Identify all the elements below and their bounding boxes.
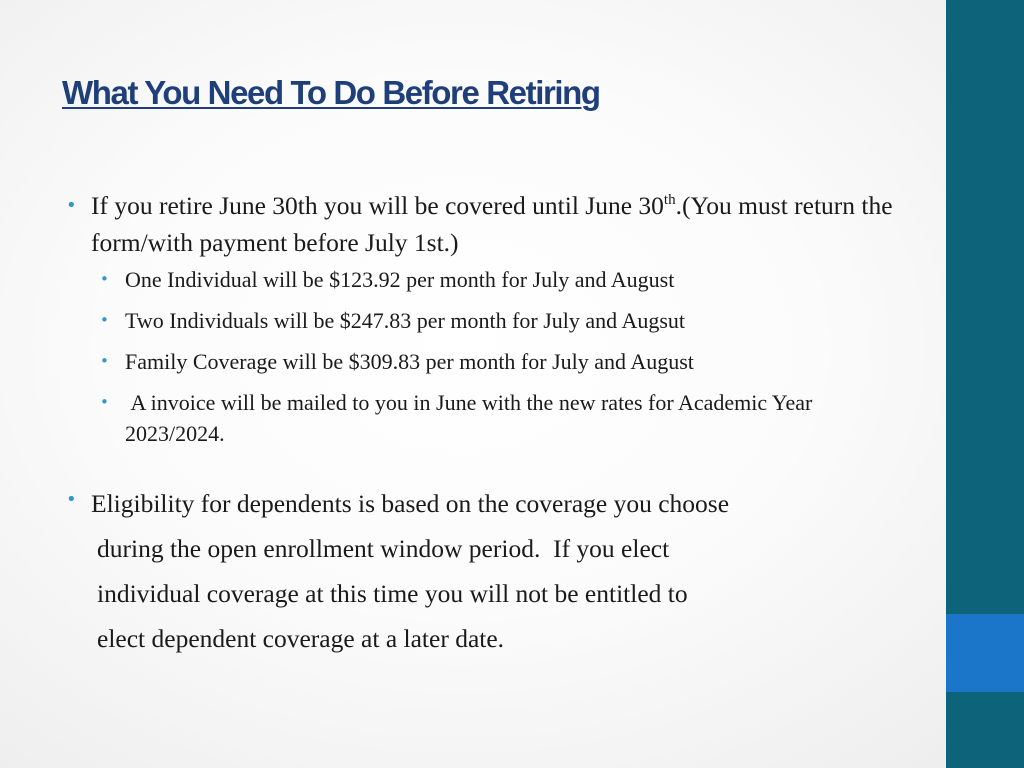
bullet-dot: •: [66, 489, 77, 510]
bullet-dot: •: [66, 195, 77, 216]
eligibility-line-4: elect dependent coverage at a later date.: [97, 624, 505, 653]
bullet-text-part2: .(You must return the form/with payment before July 1st.): [91, 191, 893, 257]
sub-bullet-text: Family Coverage will be $309.83 per month for July and August: [125, 349, 694, 374]
sub-bullet-dot: •: [100, 352, 109, 370]
sub-bullet-dot: •: [100, 270, 109, 288]
sub-bullet-dot: •: [100, 311, 109, 329]
eligibility-line-2: during the open enrollment window period. If you elect: [97, 534, 670, 563]
slide-content: [66, 187, 926, 661]
sub-bullet-family-coverage: [100, 346, 926, 377]
side-accent-block: [946, 614, 1024, 692]
sub-bullet-one-individual: [100, 264, 926, 295]
bullet-retire-coverage: [66, 187, 926, 261]
slide-title: What You Need To Do Before Retiring: [62, 74, 600, 111]
sub-bullet-text: A invoice will be mailed to you in June with the new rates for Academic Year 2023/2024.: [125, 390, 818, 446]
sub-bullet-list: [66, 264, 926, 449]
bullet-eligibility: [66, 481, 926, 661]
sub-bullet-text: Two Individuals will be $247.83 per month for July and Augsut: [125, 308, 686, 333]
eligibility-line-3: individual coverage at this time you will not be entitled to: [97, 579, 688, 608]
sub-bullet-invoice: [100, 387, 845, 449]
bullet-text-superscript: th: [663, 192, 676, 208]
sub-bullet-two-individuals: [100, 305, 926, 336]
sub-bullet-dot: •: [100, 393, 109, 411]
sub-bullet-text: One Individual will be $123.92 per month for July and August: [125, 267, 675, 292]
bullet-text-part1: If you retire June 30th you will be covered until June 30: [91, 191, 664, 220]
eligibility-line-1: Eligibility for dependents is based on the coverage you choose: [91, 489, 730, 518]
